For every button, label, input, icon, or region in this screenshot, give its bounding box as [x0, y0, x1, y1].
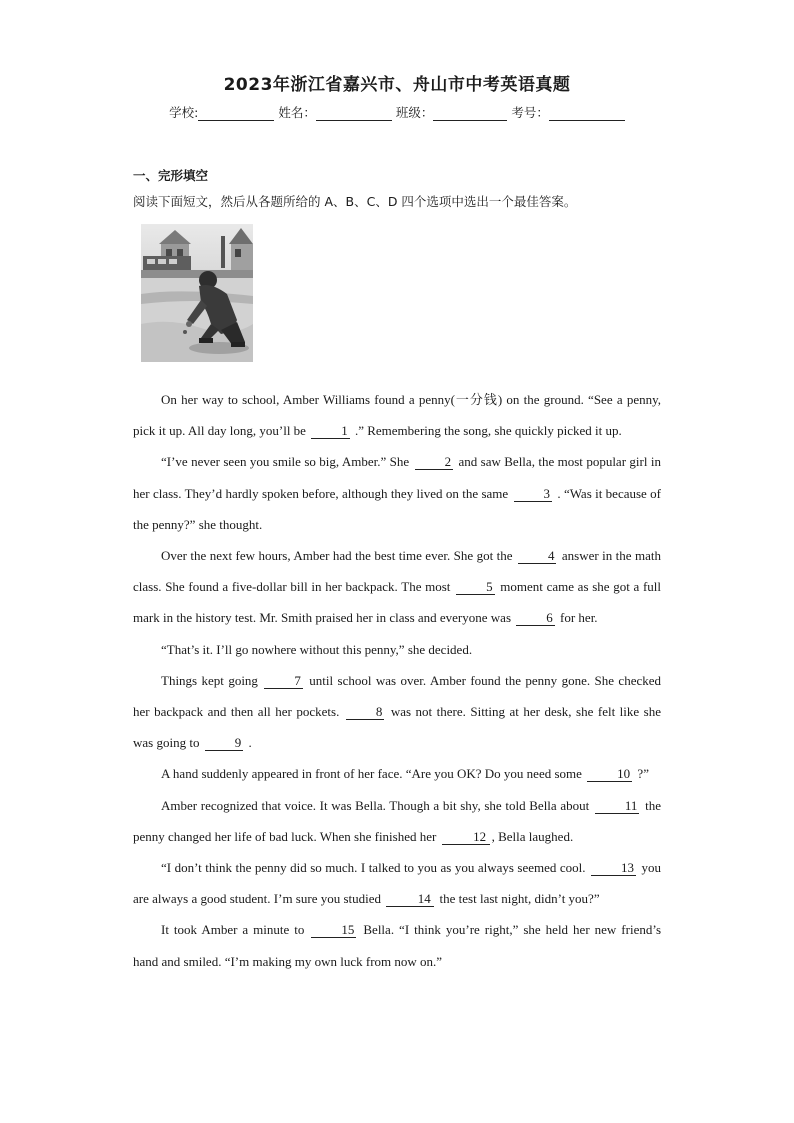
- cloze-blank-13[interactable]: 13: [591, 861, 636, 876]
- passage-text: .: [245, 735, 252, 751]
- school-blank[interactable]: [198, 106, 274, 121]
- passage-text: you are always a good student. I’m sure you studied: [133, 860, 662, 907]
- cloze-blank-1[interactable]: 1: [311, 424, 350, 439]
- passage-text: A hand suddenly appeared in front of her face. “Are you OK? Do you need some: [161, 766, 586, 782]
- passage-text: , Bella laughed.: [491, 828, 574, 844]
- cloze-blank-2[interactable]: 2: [415, 455, 454, 470]
- passage-paragraph: [133, 790, 661, 852]
- class-label: 班级：: [395, 105, 434, 120]
- cloze-blank-15[interactable]: 15: [311, 923, 356, 938]
- passage-text: the penny changed her life of bad luck. When she finished her: [133, 797, 661, 844]
- passage-text: Bella. “I think you’re right,” she held her new friend’s hand and smiled. “I’m making my own luck from now on.”: [133, 922, 662, 969]
- cloze-blank-4[interactable]: 4: [518, 549, 557, 564]
- passage-illustration: [141, 224, 253, 362]
- passage-text: until school was over. Amber found the penny gone. She checked her backpack and then all her pockets.: [133, 672, 662, 720]
- passage-paragraph: [133, 540, 661, 634]
- exam-number-label: 考号：: [511, 105, 549, 120]
- passage-text: Over the next few hours, Amber had the best time ever. She got the: [161, 548, 516, 564]
- cloze-blank-9[interactable]: 9: [205, 736, 244, 751]
- passage-paragraph: [133, 665, 661, 759]
- passage-text: and saw Bella, the most popular girl in her class. They’d hardly spoken before, although they lived on the same: [133, 454, 661, 501]
- passage-text: answer in the math class. She found a five-dollar bill in her backpack. The most: [133, 548, 661, 595]
- passage-text: “That’s it. I’ll go nowhere without this penny,” she decided.: [161, 641, 473, 657]
- passage-text: On her way to school, Amber Williams found a penny(一分钱) on the ground. “See a penny, pick it up. All day long, you’ll be: [133, 392, 661, 439]
- passage-text: was not there. Sitting at her desk, she felt like she was going to: [133, 704, 661, 751]
- class-blank[interactable]: [433, 106, 507, 121]
- passage-text: “I don’t think the penny did so much. I talked to you as you always seemed cool.: [161, 860, 590, 876]
- passage-text: . “Was it because of the penny?” she thought.: [133, 485, 661, 532]
- cloze-blank-11[interactable]: 11: [595, 799, 640, 814]
- cloze-blank-7[interactable]: 7: [264, 674, 303, 689]
- passage-text: It took Amber a minute to: [161, 922, 310, 938]
- passage-text: moment came as she got a full mark in the history test. Mr. Smith praised her in class and everyone was: [133, 579, 661, 626]
- name-blank[interactable]: [316, 106, 392, 121]
- passage-text: for her.: [556, 610, 598, 626]
- student-info-line: [0, 103, 794, 121]
- school-label: 学校:: [169, 105, 199, 120]
- passage-paragraph: [133, 384, 661, 446]
- exam-number-blank[interactable]: [549, 106, 625, 121]
- cloze-passage: [133, 384, 661, 977]
- passage-text: ?”: [634, 766, 649, 782]
- passage-text: Things kept going: [161, 672, 263, 688]
- cloze-blank-8[interactable]: 8: [346, 705, 385, 720]
- passage-text: “I’ve never seen you smile so big, Amber.” She: [161, 454, 413, 470]
- passage-paragraph: [133, 634, 661, 665]
- name-label: 姓名：: [278, 105, 316, 120]
- cloze-blank-3[interactable]: 3: [514, 487, 553, 502]
- passage-text: Amber recognized that voice. It was Bella. Though a bit shy, she told Bella about: [161, 797, 593, 813]
- cloze-blank-10[interactable]: 10: [587, 767, 632, 782]
- page-title: 2023年浙江省嘉兴市、舟山市中考英语真题: [223, 75, 571, 95]
- passage-paragraph: [133, 852, 661, 914]
- cloze-blank-5[interactable]: 5: [456, 580, 495, 595]
- passage-paragraph: [133, 914, 661, 976]
- passage-paragraph: [133, 758, 661, 789]
- cloze-blank-14[interactable]: 14: [386, 892, 434, 907]
- passage-text: .” Remembering the song, she quickly picked it up.: [351, 423, 622, 439]
- section-heading: 一、完形填空: [133, 168, 209, 183]
- passage-text: the test last night, didn’t you?”: [436, 891, 600, 907]
- cloze-blank-6[interactable]: 6: [516, 611, 555, 626]
- passage-paragraph: [133, 446, 661, 540]
- cloze-blank-12[interactable]: 12: [442, 830, 490, 845]
- instruction-text: 阅读下面短文，然后从各题所给的 A、B、C、D 四个选项中选出一个最佳答案。: [133, 194, 577, 209]
